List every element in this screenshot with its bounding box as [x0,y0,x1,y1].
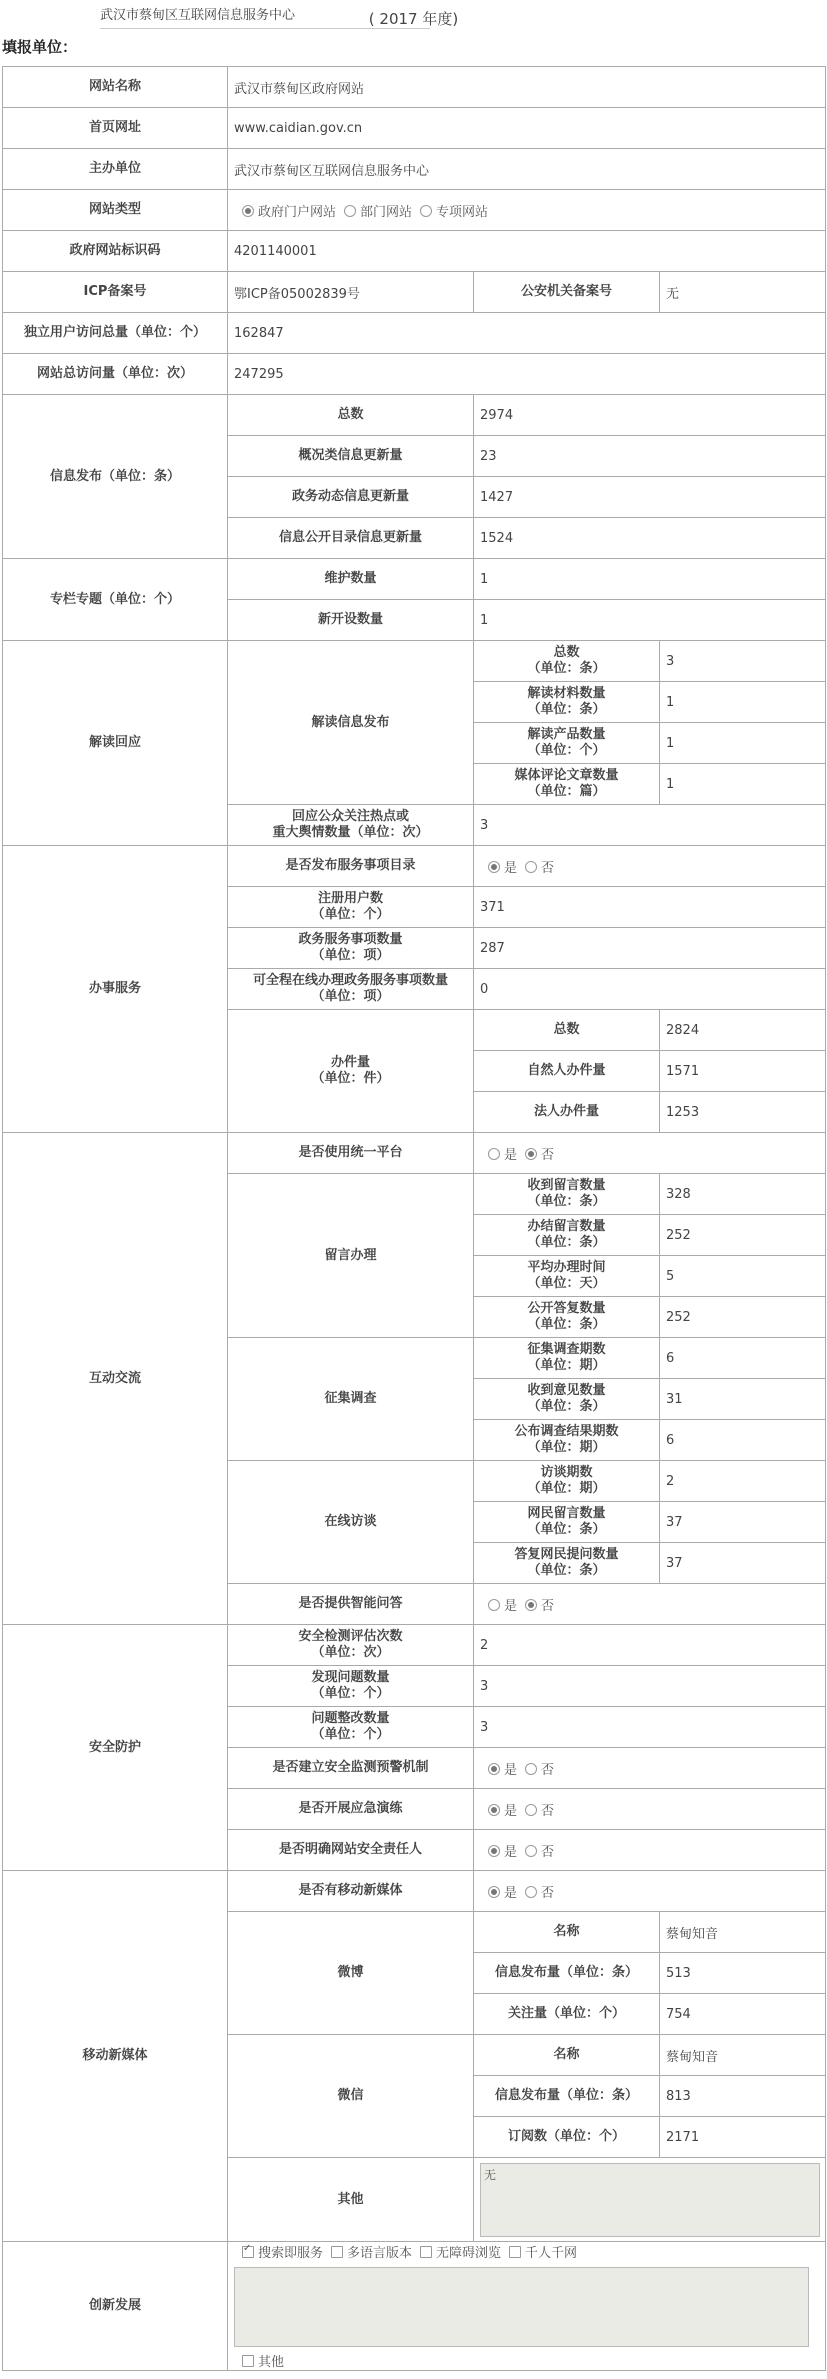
mobile-has-yes: 是 [504,1885,518,1901]
site-type-opt3: 专项网站 [436,204,489,220]
survey-results-label [474,1420,660,1461]
wechat-pub-label: 信息发布量（单位：条） [474,2076,660,2117]
weibo-name-value[interactable]: 蔡甸知音 [660,1912,826,1953]
service-volume-legal-value[interactable]: 1253 [660,1092,826,1133]
innovation-search-checkbox[interactable] [242,2246,254,2258]
security-owner-no-radio[interactable] [525,1845,537,1857]
service-volume-l2: （单位：件） [311,1071,390,1086]
site-type-options [228,190,826,231]
talk-answers-l2: （单位：条） [527,1563,606,1578]
talk-msgs-l2: （单位：条） [527,1522,606,1537]
police-value[interactable]: 无 [660,272,826,313]
service-items-label [228,928,474,969]
service-users-value[interactable]: 371 [474,887,826,928]
security-fixed-l2: （单位：个） [311,1727,390,1742]
uv-label: 独立用户访问总量（单位：个） [3,313,228,354]
innovation-multilang-checkbox[interactable] [331,2246,343,2258]
interpret-sub-label: 解读信息发布 [228,641,474,805]
service-catalog-yes: 是 [504,860,518,876]
message-recv-label [474,1174,660,1215]
security-found-l1: 发现问题数量 [311,1670,390,1685]
service-volume-label [228,1010,474,1133]
message-done-l1: 办结留言数量 [527,1219,606,1234]
service-catalog-no: 否 [541,860,555,876]
security-monitor-label: 是否建立安全监测预警机制 [228,1748,474,1789]
site-name-label: 网站名称 [3,67,228,108]
interpret-total-value[interactable]: 3 [660,641,826,682]
innovation-other-checkbox[interactable] [242,2355,254,2367]
security-eval-value[interactable]: 2 [474,1625,826,1666]
interpret-product-l2: （单位：个） [527,743,606,758]
mobile-has-label: 是否有移动新媒体 [228,1871,474,1912]
column-new-label: 新开设数量 [228,600,474,641]
unit-label: 填报单位： [2,38,78,56]
interpret-label: 解读回应 [3,641,228,846]
icp-label: ICP备案号 [3,272,228,313]
report-table [2,66,826,2371]
mobile-has-no-radio[interactable] [525,1886,537,1898]
interpret-respond-l1: 回应公众关注热点或 [291,809,409,824]
message-avg-value[interactable]: 5 [660,1256,826,1297]
service-volume-natural-label: 自然人办件量 [474,1051,660,1092]
column-maintain-value[interactable]: 1 [474,559,826,600]
site-type-radio-dept[interactable] [344,205,356,217]
interpret-media-l2: （单位：篇） [527,784,606,799]
interact-platform-label: 是否使用统一平台 [228,1133,474,1174]
security-fixed-value[interactable]: 3 [474,1707,826,1748]
site-type-opt2: 部门网站 [360,204,413,220]
wechat-sub-label: 订阅数（单位：个） [474,2117,660,2158]
mobile-has-no: 否 [541,1885,555,1901]
message-reply-label [474,1297,660,1338]
service-catalog-no-radio[interactable] [525,861,537,873]
service-users-l1: 注册用户数 [317,891,383,906]
unit-row [2,36,77,62]
service-items-l1: 政务服务事项数量 [298,932,403,947]
talk-msgs-value[interactable]: 37 [660,1502,826,1543]
survey-opinions-l1: 收到意见数量 [527,1383,606,1398]
mobile-other-cell [474,2158,826,2242]
site-type-radio-special[interactable] [420,205,432,217]
talk-label: 在线访谈 [228,1461,474,1584]
security-owner-label: 是否明确网站安全责任人 [228,1830,474,1871]
security-label: 安全防护 [3,1625,228,1871]
smart-options [474,1584,826,1625]
interact-platform-no: 否 [541,1147,555,1163]
smart-label: 是否提供智能问答 [228,1584,474,1625]
service-online-value[interactable]: 0 [474,969,826,1010]
innovation-other-row [234,2351,819,2370]
innovation-o4: 千人千网 [525,2246,578,2261]
service-online-label [228,969,474,1010]
weibo-label: 微博 [228,1912,474,2035]
message-recv-l2: （单位：条） [527,1194,606,1209]
site-name-value[interactable]: 武汉市蔡甸区政府网站 [228,67,826,108]
message-reply-l1: 公开答复数量 [527,1301,606,1316]
message-avg-l1: 平均办理时间 [527,1260,606,1275]
interact-platform-no-radio[interactable] [525,1148,537,1160]
service-volume-natural-value[interactable]: 1571 [660,1051,826,1092]
security-drill-no: 否 [541,1803,555,1819]
innovation-textarea[interactable] [234,2267,809,2347]
wechat-pub-value[interactable]: 813 [660,2076,826,2117]
security-eval-l1: 安全检测评估次数 [298,1629,403,1644]
interact-platform-yes: 是 [504,1147,518,1163]
site-type-label: 网站类型 [3,190,228,231]
interpret-product-l1: 解读产品数量 [527,727,606,742]
site-type-radio-portal[interactable] [242,205,254,217]
interpret-material-label [474,682,660,723]
survey-opinions-value[interactable]: 31 [660,1379,826,1420]
weibo-pub-label: 信息发布量（单位：条） [474,1953,660,1994]
smart-no: 否 [541,1598,555,1614]
weibo-fol-value[interactable]: 754 [660,1994,826,2035]
message-reply-l2: （单位：条） [527,1317,606,1332]
security-drill-label: 是否开展应急演练 [228,1789,474,1830]
interpret-material-value[interactable]: 1 [660,682,826,723]
talk-periods-l1: 访谈期数 [540,1465,593,1480]
innovation-o1: 搜索即服务 [258,2246,324,2261]
talk-periods-l2: （单位：期） [527,1481,606,1496]
home-url-value[interactable]: www.caidian.gov.cn [228,108,826,149]
service-volume-legal-label: 法人办件量 [474,1092,660,1133]
interpret-total-label [474,641,660,682]
info-label: 信息发布（单位：条） [3,395,228,559]
mobile-other-textarea[interactable]: 无 [480,2163,820,2237]
interpret-total-l1: 总数 [553,645,580,660]
mobile-has-options [474,1871,826,1912]
innovation-label: 创新发展 [3,2242,228,2371]
innovation-o5: 其他 [258,2355,285,2370]
message-recv-value[interactable]: 328 [660,1174,826,1215]
interpret-product-label [474,723,660,764]
security-found-l2: （单位：个） [311,1686,390,1701]
service-volume-total-label: 总数 [474,1010,660,1051]
innovation-accessible-checkbox[interactable] [420,2246,432,2258]
talk-msgs-l1: 网民留言数量 [527,1506,606,1521]
survey-results-l1: 公布调查结果期数 [514,1424,619,1439]
interpret-product-value[interactable]: 1 [660,723,826,764]
talk-msgs-label [474,1502,660,1543]
security-owner-options [474,1830,826,1871]
column-maintain-label: 维护数量 [228,559,474,600]
service-online-l2: （单位：项） [311,989,390,1004]
security-monitor-no: 否 [541,1762,555,1778]
smart-yes-radio[interactable] [488,1599,500,1611]
security-monitor-no-radio[interactable] [525,1763,537,1775]
service-volume-l1: 办件量 [330,1055,370,1070]
interpret-respond-l2: 重大舆情数量（单位：次） [272,825,429,840]
info-overview-value[interactable]: 23 [474,436,826,477]
service-catalog-label: 是否发布服务事项目录 [228,846,474,887]
talk-answers-label [474,1543,660,1584]
mobile-other-label: 其他 [228,2158,474,2242]
interpret-media-l1: 媒体评论文章数量 [514,768,619,783]
icp-value[interactable]: 鄂ICP备05002839号 [228,272,474,313]
interpret-respond-value[interactable]: 3 [474,805,826,846]
security-fixed-l1: 问题整改数量 [311,1711,390,1726]
service-label: 办事服务 [3,846,228,1133]
info-total-value[interactable]: 2974 [474,395,826,436]
service-items-l2: （单位：项） [311,948,390,963]
survey-periods-l2: （单位：期） [527,1358,606,1373]
pv-value[interactable]: 247295 [228,354,826,395]
security-owner-no: 否 [541,1844,555,1860]
mobile-has-yes-radio[interactable] [488,1886,500,1898]
interpret-respond-label [228,805,474,846]
security-found-label [228,1666,474,1707]
interpret-media-label [474,764,660,805]
weibo-pub-value[interactable]: 513 [660,1953,826,1994]
message-done-l2: （单位：条） [527,1235,606,1250]
service-catalog-options [474,846,826,887]
site-id-label: 政府网站标识码 [3,231,228,272]
unit-value[interactable]: 武汉市蔡甸区互联网信息服务中心 [100,4,430,29]
security-monitor-options [474,1748,826,1789]
host-unit-label: 主办单位 [3,149,228,190]
message-reply-value[interactable]: 252 [660,1297,826,1338]
message-recv-l1: 收到留言数量 [527,1178,606,1193]
info-open-value[interactable]: 1524 [474,518,826,559]
service-users-l2: （单位：个） [311,907,390,922]
service-volume-total-value[interactable]: 2824 [660,1010,826,1051]
interpret-material-l2: （单位：条） [527,702,606,717]
security-drill-yes: 是 [504,1803,518,1819]
survey-label: 征集调查 [228,1338,474,1461]
info-open-label: 信息公开目录信息更新量 [228,518,474,559]
info-overview-label: 概况类信息更新量 [228,436,474,477]
talk-periods-label [474,1461,660,1502]
survey-results-l2: （单位：期） [527,1440,606,1455]
interact-label: 互动交流 [3,1133,228,1625]
innovation-o3: 无障碍浏览 [436,2246,502,2261]
innovation-checkbox-row [234,2242,819,2261]
info-news-label: 政务动态信息更新量 [228,477,474,518]
security-found-value[interactable]: 3 [474,1666,826,1707]
innovation-personal-checkbox[interactable] [509,2246,521,2258]
interpret-total-l2: （单位：条） [527,661,606,676]
security-eval-l2: （单位：次） [311,1645,390,1660]
smart-yes: 是 [504,1598,518,1614]
pv-label: 网站总访问量（单位：次） [3,354,228,395]
service-online-l1: 可全程在线办理政务服务事项数量 [252,973,448,988]
message-label: 留言办理 [228,1174,474,1338]
survey-periods-l1: 征集调查期数 [527,1342,606,1357]
message-done-value[interactable]: 252 [660,1215,826,1256]
info-total-label: 总数 [228,395,474,436]
mobile-label: 移动新媒体 [3,1871,228,2242]
innovation-options [228,2242,826,2371]
service-users-label [228,887,474,928]
police-label: 公安机关备案号 [474,272,660,313]
message-done-label [474,1215,660,1256]
wechat-name-label: 名称 [474,2035,660,2076]
survey-periods-value[interactable]: 6 [660,1338,826,1379]
host-unit-value[interactable]: 武汉市蔡甸区互联网信息服务中心 [228,149,826,190]
security-drill-no-radio[interactable] [525,1804,537,1816]
site-id-value[interactable]: 4201140001 [228,231,826,272]
survey-results-value[interactable]: 6 [660,1420,826,1461]
talk-periods-value[interactable]: 2 [660,1461,826,1502]
weibo-fol-label: 关注量（单位：个） [474,1994,660,2035]
service-items-value[interactable]: 287 [474,928,826,969]
interact-platform-options [474,1133,826,1174]
security-drill-yes-radio[interactable] [488,1804,500,1816]
column-new-value[interactable]: 1 [474,600,826,641]
talk-answers-l1: 答复网民提问数量 [514,1547,619,1562]
survey-opinions-l2: （单位：条） [527,1399,606,1414]
site-type-opt1: 政府门户网站 [258,204,337,220]
info-news-value[interactable]: 1427 [474,477,826,518]
wechat-sub-value[interactable]: 2171 [660,2117,826,2158]
message-avg-l2: （单位：天） [527,1276,606,1291]
security-owner-yes-radio[interactable] [488,1845,500,1857]
weibo-name-label: 名称 [474,1912,660,1953]
interpret-media-value[interactable]: 1 [660,764,826,805]
home-url-label: 首页网址 [3,108,228,149]
talk-answers-value[interactable]: 37 [660,1543,826,1584]
smart-no-radio[interactable] [525,1599,537,1611]
security-monitor-yes-radio[interactable] [488,1763,500,1775]
security-monitor-yes: 是 [504,1762,518,1778]
security-owner-yes: 是 [504,1844,518,1860]
innovation-o2: 多语言版本 [347,2246,413,2261]
interpret-material-l1: 解读材料数量 [527,686,606,701]
interact-platform-yes-radio[interactable] [488,1148,500,1160]
uv-value[interactable]: 162847 [228,313,826,354]
column-label: 专栏专题（单位：个） [3,559,228,641]
year-line: ( 2017 年度) [368,10,459,28]
survey-periods-label [474,1338,660,1379]
wechat-label: 微信 [228,2035,474,2158]
service-catalog-yes-radio[interactable] [488,861,500,873]
survey-opinions-label [474,1379,660,1420]
security-drill-options [474,1789,826,1830]
message-avg-label [474,1256,660,1297]
security-fixed-label [228,1707,474,1748]
security-eval-label [228,1625,474,1666]
wechat-name-value[interactable]: 蔡甸知音 [660,2035,826,2076]
